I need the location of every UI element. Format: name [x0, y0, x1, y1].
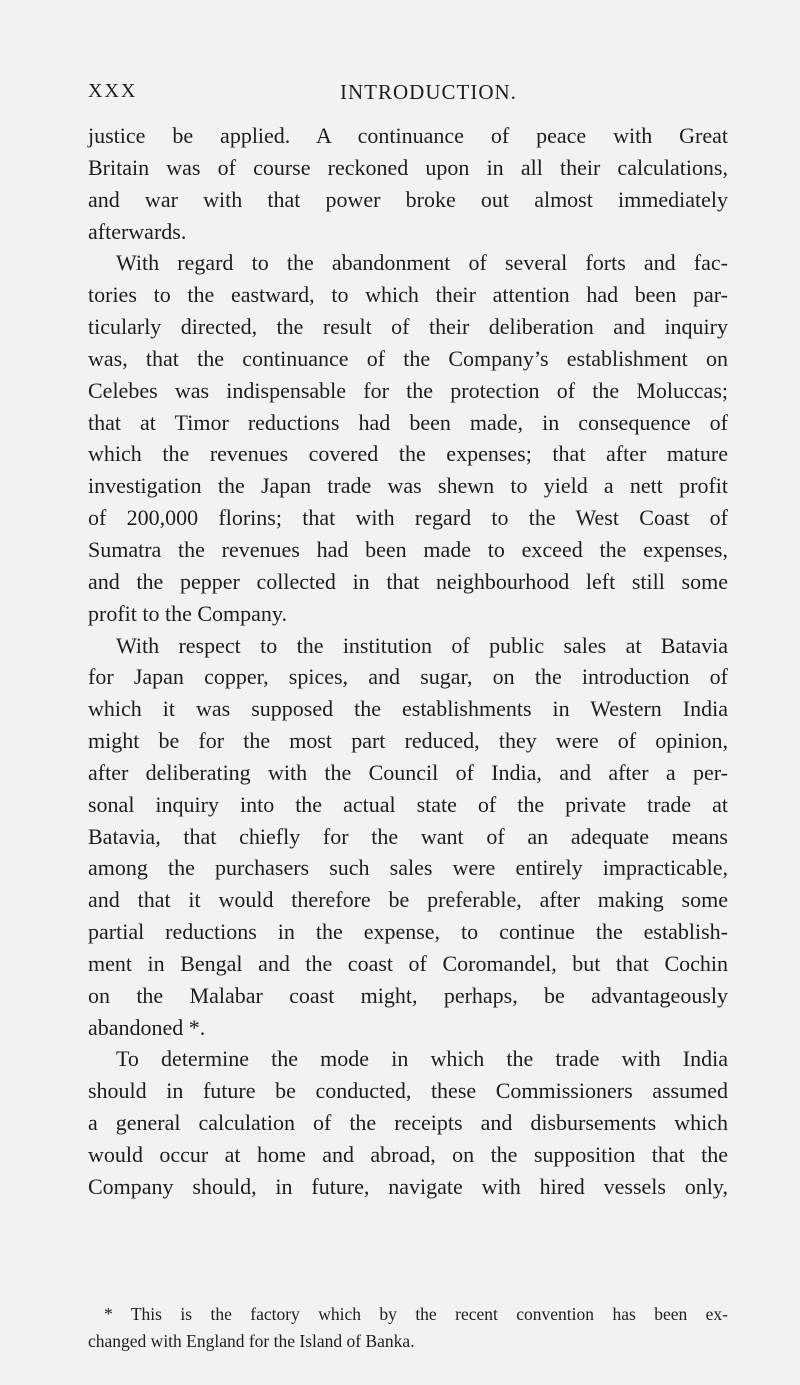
text-line: sonal inquiry into the actual state of the private trade at	[88, 791, 728, 817]
text-line: among the purchasers such sales were entirely impracticable,	[88, 855, 728, 881]
text-line: Britain was of course reckoned upon in all their calculations,	[88, 154, 728, 180]
text-line: which it was supposed the establishments in Western India	[88, 696, 728, 722]
page-number: XXX	[88, 80, 138, 102]
text-line: afterwards.	[88, 218, 187, 244]
footnote-line: * This is the factory which by the recent convention has been ex-	[104, 1304, 728, 1324]
paragraph-start-line: With respect to the institution of public sales at Batavia	[116, 632, 728, 658]
text-line: Batavia, that chiefly for the want of an adequate means	[88, 823, 728, 849]
text-line: after deliberating with the Council of India, and after a per-	[88, 759, 728, 785]
text-line: ticularly directed, the result of their deliberation and inquiry	[88, 314, 728, 340]
text-line: on the Malabar coast might, perhaps, be advantageously	[88, 982, 728, 1008]
text-line: should in future be conducted, these Commissioners assumed	[88, 1078, 728, 1104]
text-line: that at Timor reductions had been made, in consequence of	[88, 409, 728, 435]
text-line: abandoned *.	[88, 1014, 206, 1040]
paragraph-start-line: To determine the mode in which the trade with India	[116, 1046, 728, 1072]
body-text	[88, 120, 728, 1203]
paragraph-start-line: With regard to the abandonment of several forts and fac-	[116, 250, 728, 276]
text-line: a general calculation of the receipts and disbursements which	[88, 1110, 728, 1136]
text-line: for Japan copper, spices, and sugar, on the introduction of	[88, 664, 728, 690]
text-line: was, that the continuance of the Company’s establishment on	[88, 345, 728, 371]
text-line: Sumatra the revenues had been made to exceed the expenses,	[88, 536, 728, 562]
text-line: profit to the Company.	[88, 600, 287, 626]
text-line: might be for the most part reduced, they were of opinion,	[88, 728, 728, 754]
text-line: would occur at home and abroad, on the supposition that the	[88, 1142, 728, 1167]
running-title: INTRODUCTION.	[340, 80, 517, 104]
text-line: investigation the Japan trade was shewn to yield a nett profit	[88, 473, 728, 499]
text-line: and that it would therefore be preferable, after making some	[88, 887, 728, 913]
text-line: and war with that power broke out almost immediately	[88, 186, 728, 212]
footnote	[88, 1301, 728, 1355]
running-header	[88, 80, 728, 110]
text-line: tories to the eastward, to which their attention had been par-	[88, 282, 728, 308]
text-line: Company should, in future, navigate with hired vessels only,	[88, 1173, 728, 1199]
text-line: ment in Bengal and the coast of Coromandel, but that Cochin	[88, 950, 728, 976]
text-line: of 200,000 florins; that with regard to the West Coast of	[88, 505, 728, 531]
text-line: and the pepper collected in that neighbourhood left still some	[88, 568, 728, 594]
text-line: partial reductions in the expense, to continue the establish-	[88, 919, 728, 945]
text-line: justice be applied. A continuance of peace with Great	[88, 123, 728, 148]
footnote-line: changed with England for the Island of Banka.	[88, 1331, 415, 1351]
text-line: Celebes was indispensable for the protection of the Moluccas;	[88, 377, 728, 403]
text-line: which the revenues covered the expenses; that after mature	[88, 441, 728, 467]
